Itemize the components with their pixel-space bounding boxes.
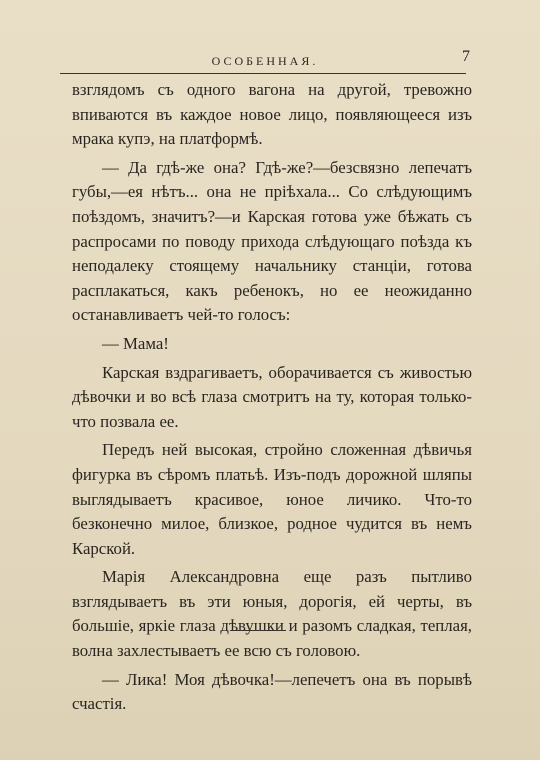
paragraph: Марія Александровна еще разъ пытливо взглядываетъ въ эти юныя, дорогія, ей черты, въ большіе, яркіе глаза дѣвушки и разомъ сладкая, теплая, волна захлестываетъ ее всю съ головою.	[72, 567, 472, 661]
body-text	[72, 78, 472, 717]
paragraph: взглядомъ съ одного вагона на другой, тревожно впиваются въ каждое новое лицо, появляющееся изъ мрака купэ, на платформѣ.	[72, 80, 472, 149]
paragraph: Карская вздрагиваетъ, оборачивается съ живостью дѣвочки и во всѣ глаза смотритъ на ту, которая только-что позвала ее.	[72, 362, 472, 431]
header-rule	[60, 73, 466, 74]
paragraph: — Лика! Моя дѣвочка!—лепечетъ она въ порывѣ счастія.	[72, 669, 472, 714]
end-rule	[230, 630, 286, 631]
running-title: ОСОБЕННАЯ.	[211, 54, 319, 68]
paragraph: Передъ ней высокая, стройно сложенная дѣвичья фигурка въ сѣромъ платьѣ. Изъ-подъ дорожной шляпы выглядываетъ красивое, юное личико. Что-то безконечно милое, близкое, родное чудится въ немъ Карской.	[72, 440, 472, 558]
paragraph: — Мама!	[102, 333, 169, 353]
paragraph: — Да гдѣ-же она? Гдѣ-же?—безсвязно лепечатъ губы,—ея нѣтъ... она не пріѣхала... Со слѣдующимъ поѣздомъ, значитъ?—и Карская готова уже бѣжать съ распросами по поводу прихода слѣдующаго поѣзда къ неподалеку стоящему начальнику станціи, готова расплакаться, какъ ребенокъ, но ее неожиданно останавливаетъ чей-то голосъ:	[72, 157, 472, 325]
page-header	[60, 48, 470, 70]
page-number: 7	[462, 48, 470, 65]
